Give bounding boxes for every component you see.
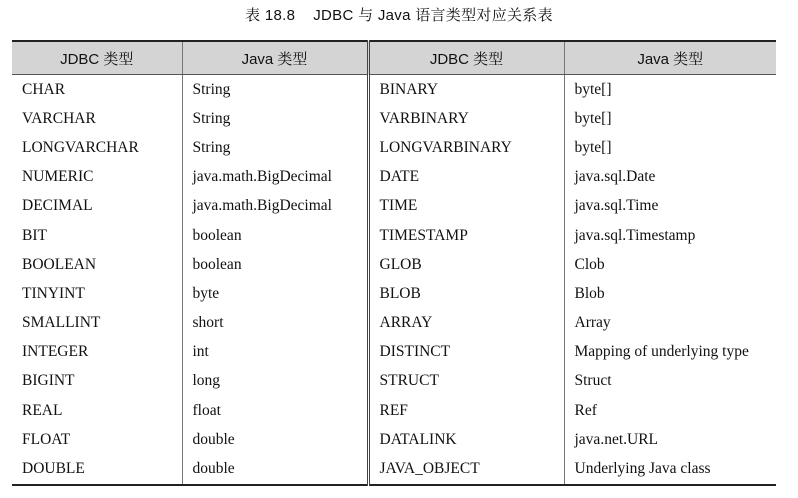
java-type-cell: byte[] xyxy=(564,75,776,105)
java-type-cell: Ref xyxy=(564,396,776,425)
header-java-type: Java 类型 xyxy=(564,41,776,75)
jdbc-type-cell: TIMESTAMP xyxy=(368,221,564,250)
jdbc-type-cell: BLOB xyxy=(368,279,564,308)
jdbc-type-cell: CHAR xyxy=(22,80,66,98)
java-type-cell: java.sql.Time xyxy=(564,192,776,221)
table-row xyxy=(12,425,776,454)
table-row xyxy=(12,133,776,162)
jdbc-type-cell: VARBINARY xyxy=(368,104,564,133)
table-row xyxy=(12,367,776,396)
jdbc-type-cell: INTEGER xyxy=(22,343,89,361)
header-jdbc-type: JDBC 类型 xyxy=(12,41,182,75)
java-type-cell: byte[] xyxy=(564,104,776,133)
jdbc-type-cell: DECIMAL xyxy=(22,197,93,215)
java-type-cell: java.net.URL xyxy=(564,425,776,454)
java-type-cell: boolean xyxy=(182,250,368,279)
jdbc-type-cell: REAL xyxy=(22,401,63,419)
table-row xyxy=(12,396,776,425)
header-row xyxy=(12,41,776,75)
jdbc-type-cell: DOUBLE xyxy=(22,460,85,478)
java-type-cell: java.sql.Timestamp xyxy=(564,221,776,250)
java-type-cell: String xyxy=(182,75,368,105)
java-type-cell: Blob xyxy=(564,279,776,308)
jdbc-type-cell: TINYINT xyxy=(22,284,85,302)
java-type-cell: Clob xyxy=(564,250,776,279)
jdbc-type-cell: LONGVARBINARY xyxy=(368,133,564,162)
table-row xyxy=(12,104,776,133)
jdbc-type-cell: TIME xyxy=(368,192,564,221)
table-row xyxy=(12,75,776,105)
jdbc-type-cell: ARRAY xyxy=(368,309,564,338)
header-java-type: Java 类型 xyxy=(182,41,368,75)
java-type-cell: Struct xyxy=(564,367,776,396)
header-jdbc-type: JDBC 类型 xyxy=(368,41,564,75)
java-type-cell: Array xyxy=(564,309,776,338)
jdbc-type-cell: BIT xyxy=(22,226,47,244)
java-type-cell: java.math.BigDecimal xyxy=(182,163,368,192)
jdbc-type-cell: JAVA_OBJECT xyxy=(368,454,564,484)
table-row xyxy=(12,221,776,250)
java-type-cell: int xyxy=(182,338,368,367)
jdbc-type-cell: BIGINT xyxy=(22,372,75,390)
java-type-cell: double xyxy=(182,454,368,484)
caption-number: 表 18.8 xyxy=(245,7,296,24)
jdbc-type-cell: LONGVARCHAR xyxy=(22,138,139,156)
java-type-cell: byte[] xyxy=(564,133,776,162)
java-type-cell: String xyxy=(182,133,368,162)
java-type-cell: double xyxy=(182,425,368,454)
jdbc-type-cell: NUMERIC xyxy=(22,168,94,186)
jdbc-java-type-table xyxy=(12,40,776,486)
table-row xyxy=(12,309,776,338)
java-type-cell: java.math.BigDecimal xyxy=(182,192,368,221)
caption-title: JDBC 与 Java 语言类型对应关系表 xyxy=(313,7,553,24)
java-type-cell: boolean xyxy=(182,221,368,250)
table-row xyxy=(12,338,776,367)
java-type-cell: Underlying Java class xyxy=(564,454,776,484)
java-type-cell: Mapping of underlying type xyxy=(564,338,776,367)
jdbc-type-cell: BOOLEAN xyxy=(22,255,97,273)
jdbc-type-cell: SMALLINT xyxy=(22,314,101,332)
jdbc-type-cell: STRUCT xyxy=(368,367,564,396)
jdbc-type-cell: VARCHAR xyxy=(22,109,96,127)
java-type-cell: String xyxy=(182,104,368,133)
java-type-cell: float xyxy=(182,396,368,425)
jdbc-type-cell: GLOB xyxy=(368,250,564,279)
jdbc-type-cell: FLOAT xyxy=(22,430,71,448)
table-row xyxy=(12,192,776,221)
java-type-cell: byte xyxy=(182,279,368,308)
table-row xyxy=(12,279,776,308)
table-caption xyxy=(0,4,798,25)
table-row xyxy=(12,250,776,279)
jdbc-type-cell: DATE xyxy=(368,163,564,192)
table-row xyxy=(12,454,776,484)
jdbc-type-cell: REF xyxy=(368,396,564,425)
java-type-cell: java.sql.Date xyxy=(564,163,776,192)
jdbc-type-cell: BINARY xyxy=(368,75,564,105)
jdbc-type-cell: DATALINK xyxy=(368,425,564,454)
java-type-cell: short xyxy=(182,309,368,338)
java-type-cell: long xyxy=(182,367,368,396)
table-row xyxy=(12,163,776,192)
jdbc-type-cell: DISTINCT xyxy=(368,338,564,367)
